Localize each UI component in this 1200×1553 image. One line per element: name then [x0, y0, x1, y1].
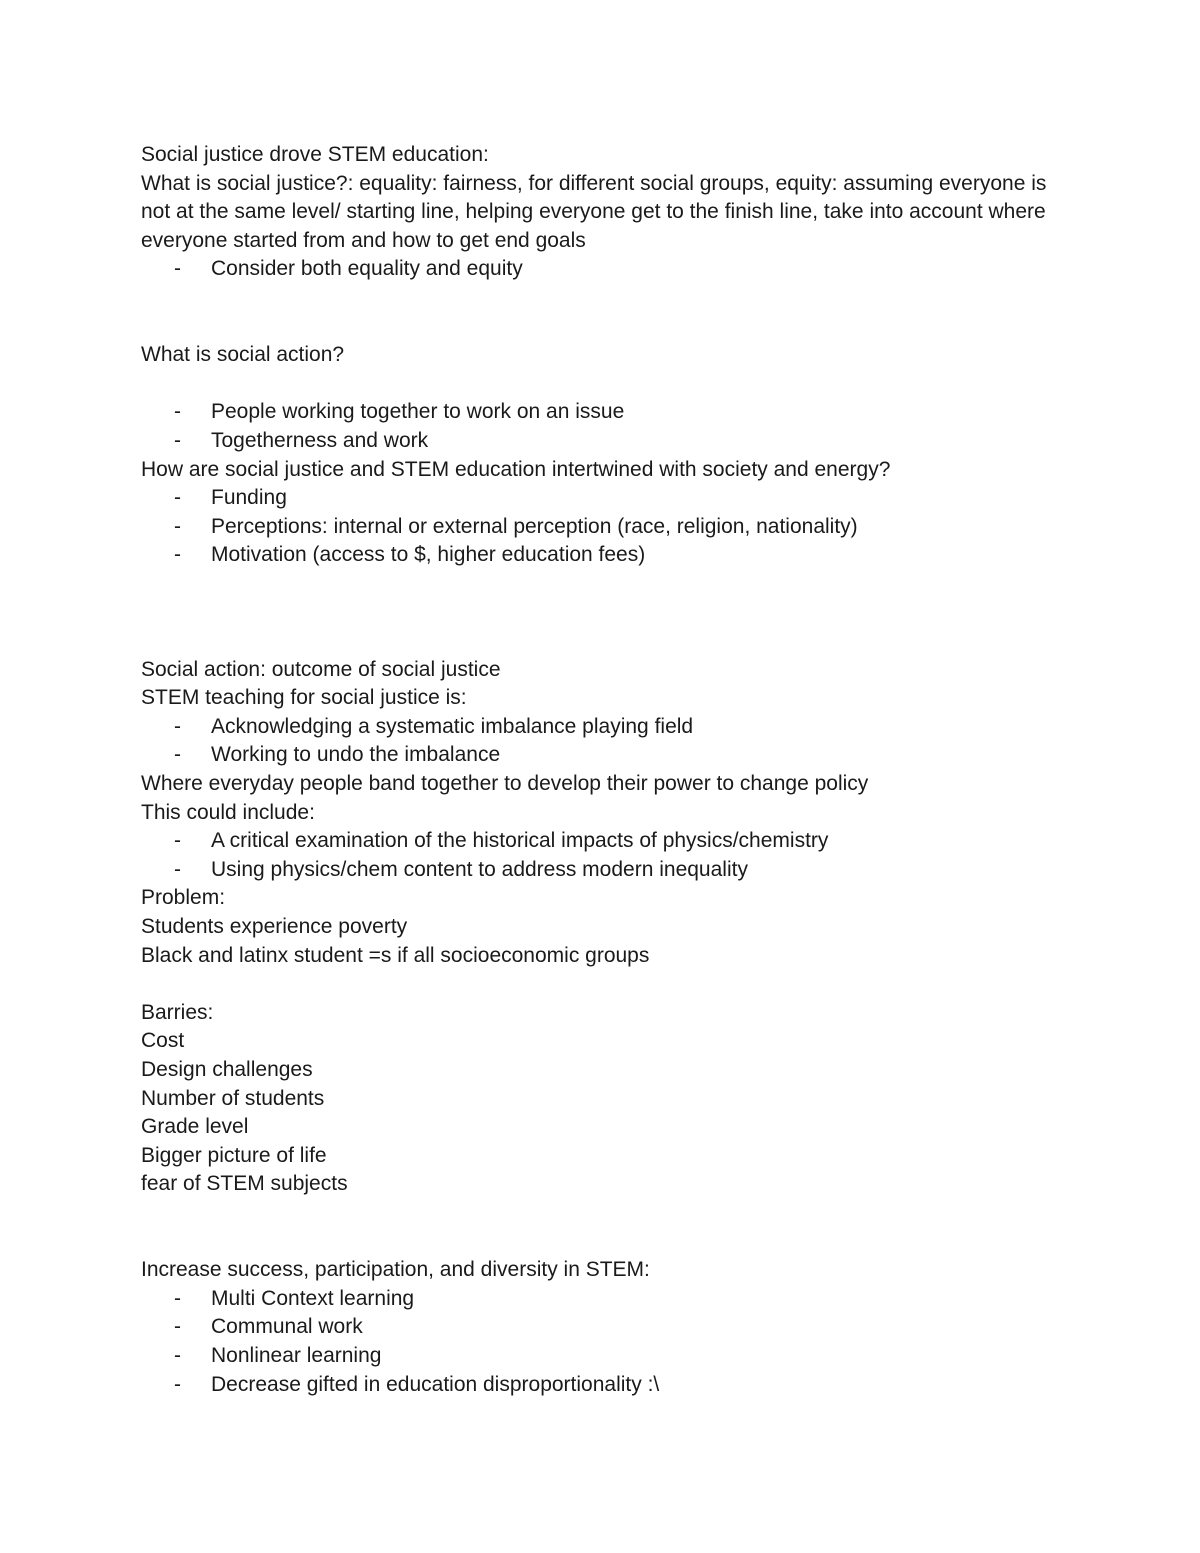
bullet-marker: - [174, 400, 181, 424]
text-line: What is social justice?: equality: fairness, for different social groups, equity: assuming everyone is not at the same level/ starting line, helping everyone get to the finish line, take into account where everyone started from and how to get end goals [141, 171, 1053, 252]
bullet-marker: - [174, 714, 181, 738]
bullet-marker: - [174, 743, 181, 767]
bullet-marker: - [174, 1372, 181, 1396]
bullet-marker: - [174, 1343, 181, 1367]
blank-line [141, 570, 1071, 599]
bullet-item [141, 1342, 1071, 1371]
text-line: Students experience poverty [141, 915, 408, 939]
bullet-text: Acknowledging a systematic imbalance playing field [211, 714, 694, 738]
bullet-item [141, 513, 1071, 542]
document-page [141, 141, 1071, 1399]
bullet-item [141, 1313, 1071, 1342]
text-line: fear of STEM subjects [141, 1172, 348, 1196]
blank-line [141, 1199, 1071, 1228]
text-line: Design challenges [141, 1058, 313, 1081]
bullet-item [141, 427, 1071, 456]
bullet-item [141, 856, 1071, 885]
text-line: STEM teaching for social justice is: [141, 686, 467, 710]
bullet-marker: - [174, 428, 181, 452]
bullet-text: Motivation (access to $, higher education fees) [211, 543, 646, 567]
text-line: What is social action? [141, 343, 345, 367]
text-line: This could include: [141, 800, 315, 824]
text-line: Cost [141, 1029, 185, 1053]
bullet-text: Nonlinear learning [211, 1343, 382, 1367]
bullet-text: Working to undo the imbalance [211, 743, 501, 767]
text-line: Number of students [141, 1086, 325, 1110]
bullet-text: Funding [211, 486, 287, 510]
bullet-item [141, 827, 1071, 856]
text-line: Bigger picture of life [141, 1143, 327, 1167]
bullet-text: A critical examination of the historical impacts of physics/chemistry [211, 829, 829, 853]
bullet-item [141, 713, 1071, 742]
text-line: Barries: [141, 1000, 214, 1024]
bullet-marker: - [174, 829, 181, 853]
bullet-marker: - [174, 543, 181, 567]
bullet-marker: - [174, 514, 181, 538]
text-line: Problem: [141, 886, 226, 910]
bullet-text: People working together to work on an issue [211, 400, 625, 424]
blank-line [141, 599, 1071, 628]
bullet-text: Communal work [211, 1315, 363, 1339]
bullet-marker: - [174, 857, 181, 881]
bullet-item [141, 541, 1071, 570]
bullet-marker: - [174, 1286, 181, 1310]
bullet-item [141, 741, 1071, 770]
bullet-text: Multi Context learning [211, 1286, 415, 1310]
blank-line [141, 627, 1071, 656]
blank-line [141, 313, 1071, 342]
blank-line [141, 1228, 1071, 1257]
bullet-marker: - [174, 486, 181, 510]
bullet-item [141, 1371, 1071, 1400]
bullet-text: Consider both equality and equity [211, 257, 523, 281]
text-line: How are social justice and STEM education intertwined with society and energy? [141, 457, 891, 481]
bullet-text: Decrease gifted in education disproportionality :\ [211, 1372, 660, 1396]
text-line: Where everyday people band together to develop their power to change policy [141, 772, 869, 796]
blank-line [141, 970, 1071, 999]
text-line: Social action: outcome of social justice [141, 657, 501, 681]
text-line: Social justice drove STEM education: [141, 143, 489, 166]
bullet-marker: - [174, 257, 181, 281]
blank-line [141, 284, 1071, 313]
bullet-text: Perceptions: internal or external perception (race, religion, nationality) [211, 514, 858, 538]
bullet-text: Using physics/chem content to address modern inequality [211, 857, 748, 881]
bullet-item [141, 484, 1071, 513]
bullet-item [141, 398, 1071, 427]
bullet-item [141, 255, 1071, 284]
bullet-marker: - [174, 1315, 181, 1339]
text-line: Increase success, participation, and diversity in STEM: [141, 1258, 650, 1282]
blank-line [141, 370, 1071, 399]
bullet-text: Togetherness and work [211, 428, 429, 452]
bullet-item [141, 1285, 1071, 1314]
text-line: Black and latinx student =s if all socioeconomic groups [141, 943, 650, 967]
text-line: Grade level [141, 1115, 249, 1139]
